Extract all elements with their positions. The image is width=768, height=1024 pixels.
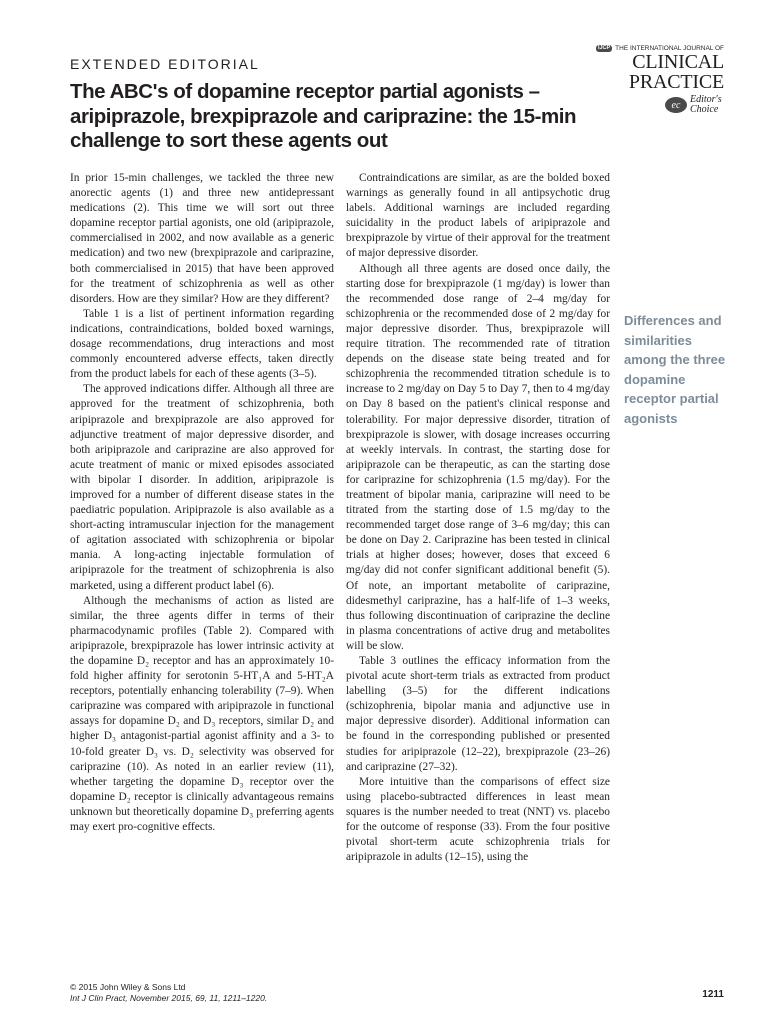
paragraph: Table 1 is a list of pertinent information regarding indications, contraindications, bolded boxed warnings, dosage recommendations, drug interactions and most commonly encountered adverse effects, taken directly from the product labels for each of these agents (3–5). [70,307,334,381]
section-label: EXTENDED EDITORIAL [70,56,260,72]
paragraph: In prior 15-min challenges, we tackled the three new anorectic agents (1) and three new antidepressant medications (2). This time we will sort out three dopamine receptor partial agonists, one old (aripiprazole, commercialised in 2002, and now available as a generic medication) and two new (brexpiprazole and cariprazine, both commercialised in 2015) that have been approved for the treatment of schizophrenia as well as other disorders. How are they similar? How are they different? [70,172,334,305]
ijcp-logo-icon: IJCP [597,45,611,51]
editors-choice-icon: ec [665,97,687,113]
paragraph: The approved indications differ. Although all three are approved for the treatment of schizophrenia, both aripiprazole and brexpiprazole are also approved for adjunctive treatment of major depressive disorder, and both aripiprazole and cariprazine are also approved for acute treatment of manic or mixed episodes associated with bipolar I disorder. In addition, aripiprazole is improved for a number of different disease states in the paediatric population. Aripiprazole is also available as a short-acting intramuscular injection for the management of agitation associated with schizophrenia or bipolar mania. A long-acting injectable formulation of aripiprazole for the treatment of schizophrenia is also marketed, using a different product label (6). [70,383,334,592]
footer-info [70,982,267,1004]
editors-choice-label: Editor's Choice [690,94,722,115]
paragraph: Although all three agents are dosed once daily, the starting dose for brexpiprazole (1 mg/day) is lower than the recommended dose range of 2–4 mg/day for schizophrenia or the recommended dose of 2 mg/day for major depressive disorder. Thus, brexpiprazole will require titration. The recommended rate of titration depends on the disease state being treated and for schizophrenia the recommended titration schedule is to increase to 2 mg/day on Day 5 to Day 7, then to 4 mg/day on Day 8 based on the patient's clinical response and tolerability. For major depressive disorder, titration of brexpiprazole is slower, with dosage increases occurring at weekly intervals. In contrast, the starting dose for aripiprazole can be therapeutic, as can the starting dose for cariprazine for schizophrenia (1.5 mg/day). For the treatment of bipolar mania, cariprazine will need to be titrated from the starting dose of 1.5 mg/day to the recommended target dose range of 3–6 mg/day; this can be done on Day 2. Cariprazine has been tested in clinical trials at higher doses; however, doses that exceed 6 mg/day did not confer significant additional benefit (5). Of note, an important metabolite of cariprazine, didesmethyl cariprazine, has a half-life of 1–3 weeks, thus following discontinuation of cariprazine the decline in plasma concentrations of active drug and metabolites will be slow. [346,262,610,652]
right-column [346,171,610,865]
left-column [70,171,334,835]
article-title: The ABC's of dopamine receptor partial agonists – aripiprazole, brexpiprazole and cariprazine: the 15-min challenge to sort these agents out [70,80,577,152]
paragraph: Contraindications are similar, as are the bolded boxed warnings as generally found in all antipsychotic drug labels. Additional warnings are included regarding suicidality in the product labels of aripiprazole and brexpiprazole by virtue of their approval for the treatment of major depressive disorder. [346,172,610,260]
journal-prefix: THE INTERNATIONAL JOURNAL OF [615,45,724,52]
paragraph: More intuitive than the comparisons of effect size using placebo-subtracted differences in least mean squares is the number needed to treat (NNT) vs. placebo for the outcome of response (33). From the four positive pivotal short-term acute schizophrenia trials for aripiprazole in adults (12–15), using the [346,775,610,864]
page-number: 1211 [702,989,724,1000]
paragraph: Table 3 outlines the efficacy information from the pivotal acute short-term trials as extracted from product labelling (3–5) for the different indications (schizophrenia, bipolar mania and adjunctive use in major depressive disorder). Additional information can be found in the corresponding published or presented studies for aripiprazole (12–22), brexpiprazole (23–26) and cariprazine (27–32). [346,655,610,773]
margin-pull-quote: Differences and similarities among the three dopamine receptor partial agonists [624,313,726,426]
paragraph: Although the mechanisms of action as listed are similar, the three agents differ in terms of their pharmacodynamic profiles (Table 2). Compared with aripiprazole, brexpiprazole has lower intrinsic activity at the dopamine D₂ receptor and has an approximately 10-fold higher affinity for serotonin 5-HT₁A and 5-HT₂A receptors, potentially enhancing tolerability (7–9). When cariprazine was compared with aripiprazole in functional assays for dopamine D₂ and D₃ receptors, similar D₂ and higher D₃ antagonist-partial agonist affinity and a 3- to 10-fold greater D₃ vs. D₂ selectivity was observed for cariprazine (10). As noted in an earlier review (11), whether targeting the dopamine D₃ receptor over the dopamine D₂ receptor is clinically advantageous remains unknown but theoretically dopamine D₃ preferring agents may exert pro-cognitive effects. [70,594,334,834]
citation: Int J Clin Pract, November 2015, 69, 11, 1211–1220. [70,993,268,1003]
journal-name: CLINICAL PRACTICE [628,51,724,93]
copyright: © 2015 John Wiley & Sons Ltd [70,982,186,992]
